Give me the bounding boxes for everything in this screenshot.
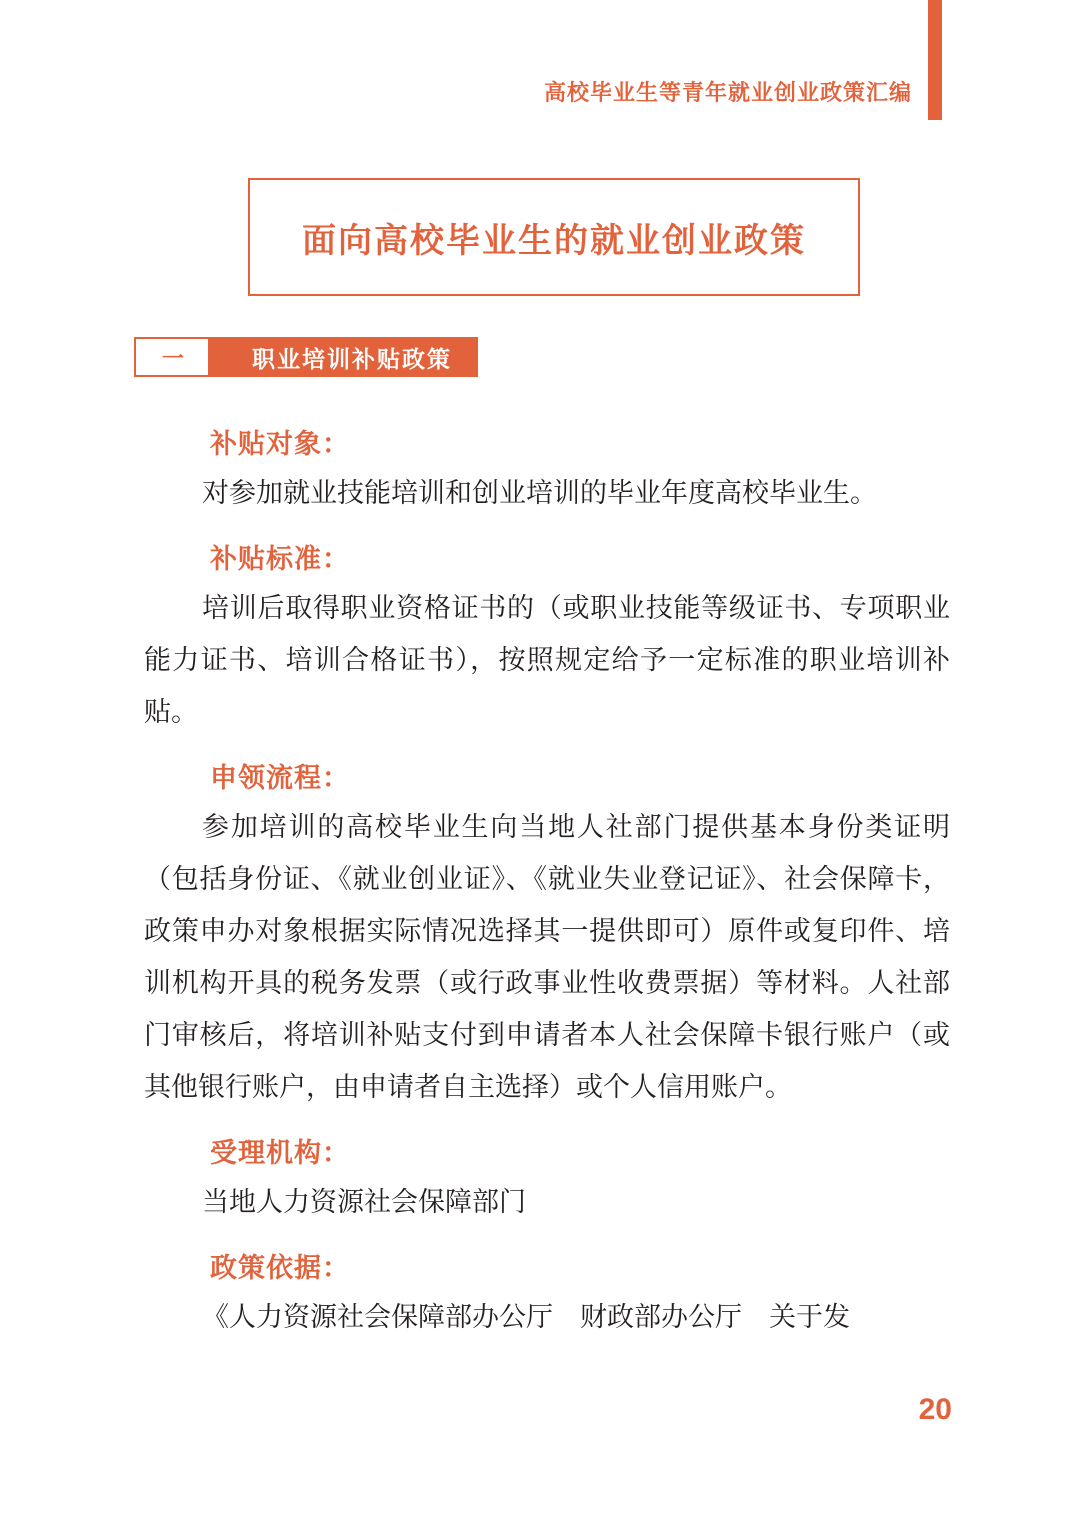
block-text: 《人力资源社会保障部办公厅 财政部办公厅 关于发 bbox=[202, 1302, 850, 1332]
block-text: 对参加就业技能培训和创业培训的毕业年度高校毕业生。 bbox=[202, 478, 877, 508]
block-heading: 受理机构： bbox=[210, 1138, 350, 1168]
block-heading: 政策依据： bbox=[210, 1253, 350, 1283]
content-block bbox=[134, 756, 950, 1113]
content-block bbox=[134, 1246, 950, 1343]
page-number: 20 bbox=[918, 1393, 952, 1426]
block-text: 当地人力资源社会保障部门 bbox=[202, 1187, 526, 1217]
block-heading: 补贴标准： bbox=[210, 544, 350, 574]
block-text: 培训后取得职业资格证书的（或职业技能等级证书、专项职业能力证书、培训合格证书），按照规定给予一定标准的职业培训补贴。 bbox=[144, 593, 950, 727]
content-block bbox=[134, 1131, 950, 1228]
header-accent-bar bbox=[928, 0, 942, 120]
block-text: 参加培训的高校毕业生向当地人社部门提供基本身份类证明（包括身份证、《就业创业证》、《就业失业登记证》、社会保障卡，政策申办对象根据实际情况选择其一提供即可）原件或复印件、培训机构开具的税务发票（或行政事业性收费票据）等材料。人社部门审核后，将培训补贴支付到申请者本人社会保障卡银行账户（或其他银行账户，由申请者自主选择）或个人信用账户。 bbox=[144, 812, 950, 1102]
content-block bbox=[134, 537, 950, 738]
chapter-title: 面向高校毕业生的就业创业政策 bbox=[302, 221, 806, 260]
section-number: 一 bbox=[134, 337, 212, 377]
running-title: 高校毕业生等青年就业创业政策汇编 bbox=[543, 80, 912, 105]
block-heading: 补贴对象： bbox=[210, 429, 350, 459]
chapter-title-box bbox=[248, 178, 860, 296]
page-header bbox=[0, 0, 1080, 130]
section-label: 职业培训补贴政策 bbox=[208, 337, 478, 377]
page-content bbox=[134, 404, 950, 1345]
content-block bbox=[134, 422, 950, 519]
section-heading bbox=[134, 337, 478, 377]
block-heading: 申领流程： bbox=[210, 763, 350, 793]
